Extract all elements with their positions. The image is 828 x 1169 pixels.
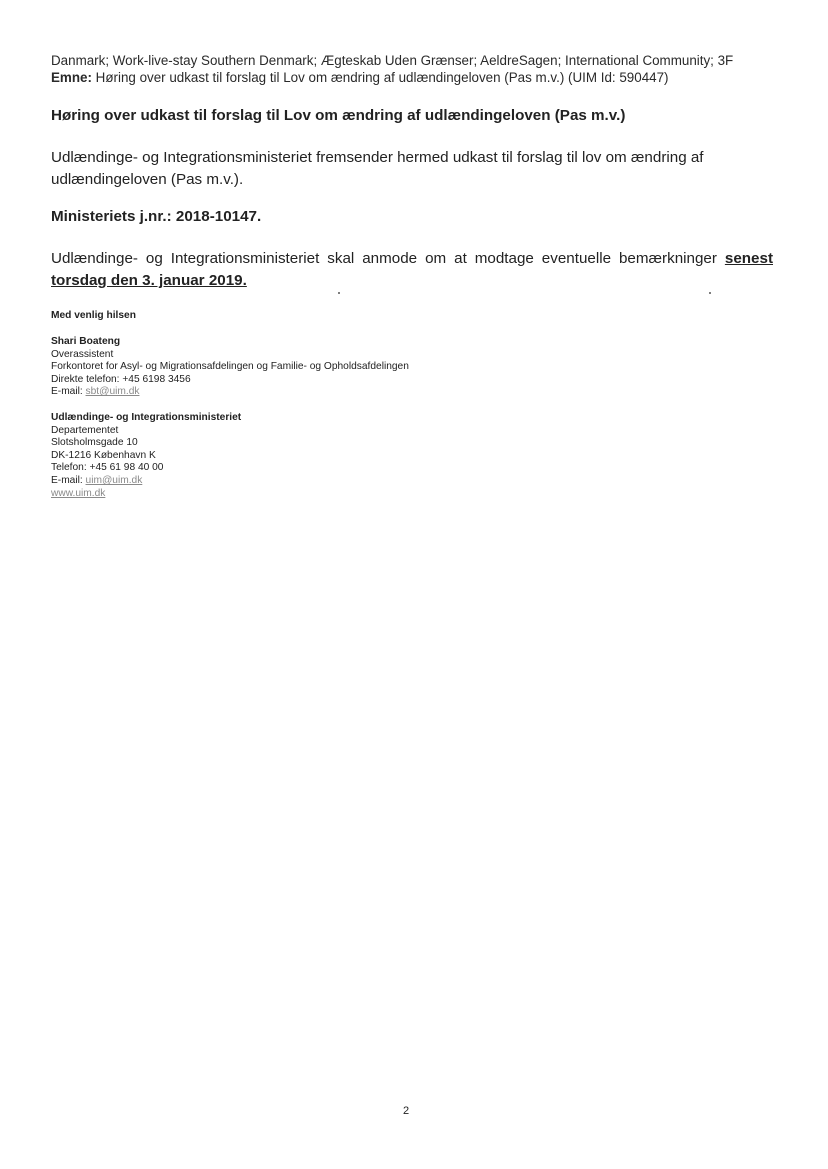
recipients-line: Danmark; Work-live-stay Southern Denmark; Ægteskab Uden Grænser; AeldreSagen; International Community; 3F <box>51 53 734 68</box>
sender-email-link[interactable]: sbt@uim.dk <box>85 386 140 398</box>
ministry-dept: Departementet <box>51 424 119 436</box>
sender-position: Overassistent <box>51 348 114 360</box>
deadline-text: senest torsdag den 3. januar 2019. <box>51 250 773 289</box>
request-paragraph <box>51 248 773 292</box>
document-title: Høring over udkast til forslag til Lov om ændring af udlændingeloven (Pas m.v.) <box>51 107 626 124</box>
sender-name: Shari Boateng <box>51 336 121 347</box>
subject-line <box>51 69 791 86</box>
request-text: Udlændinge- og Integrationsministeriet skal anmode om at modtage eventuelle bemærkninger <box>51 250 725 267</box>
ministry-block <box>51 412 241 500</box>
ministry-email-line: E-mail: uim@uim.dk <box>51 474 143 486</box>
subject-text: Høring over udkast til forslag til Lov om ændring af udlændingeloven (Pas m.v.) (UIM Id: 590447) <box>95 70 669 85</box>
ministry-name: Udlændinge- og Integrationsministeriet <box>51 412 242 423</box>
ministry-phone: Telefon: +45 61 98 40 00 <box>51 462 164 474</box>
sender-email-line: E-mail: sbt@uim.dk <box>51 386 140 398</box>
ministry-city: DK-1216 København K <box>51 449 156 461</box>
scan-speck <box>338 292 340 294</box>
sender-block <box>51 336 409 399</box>
ministry-street: Slotsholmsgade 10 <box>51 437 138 449</box>
journal-number: Ministeriets j.nr.: 2018-10147. <box>51 208 262 225</box>
scan-speck <box>709 292 711 294</box>
page-number: 2 <box>403 1105 410 1117</box>
intro-paragraph: Udlændinge- og Integrationsministeriet fremsender hermed udkast til forslag til lov om ændring af udlændingeloven (Pas m.v.). <box>51 149 704 188</box>
ministry-web-link[interactable]: www.uim.dk <box>51 487 106 499</box>
greeting: Med venlig hilsen <box>51 310 136 321</box>
sender-phone: Direkte telefon: +45 6198 3456 <box>51 373 191 385</box>
ministry-email-link[interactable]: uim@uim.dk <box>85 474 143 486</box>
ministry-web-line <box>51 488 241 501</box>
sender-office: Forkontoret for Asyl- og Migrationsafdelingen og Familie- og Opholdsafdelingen <box>51 361 409 373</box>
subject-label: Emne: <box>51 70 92 85</box>
